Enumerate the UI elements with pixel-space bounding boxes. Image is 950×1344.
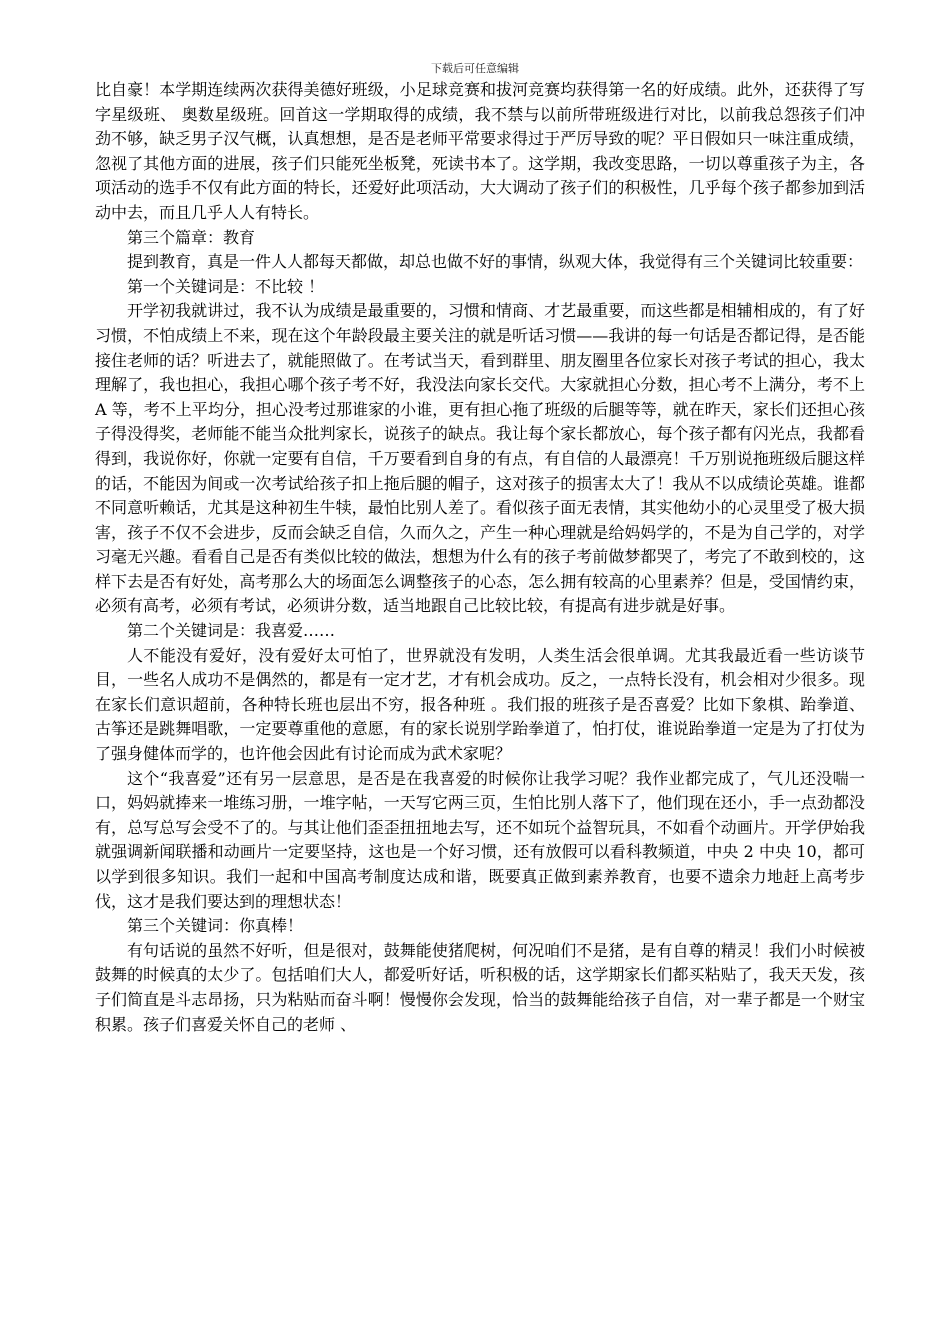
paragraph-keyword-2-b: 这个“我喜爱”还有另一层意思，是否是在我喜爱的时候你让我学习呢？我作业都完成了，气儿还没喘一口，妈妈就捧来一堆练习册，一堆字帖，一天写它两三页，生怕比别人落下了，他们现在还小，手一点劲都没有，总写总写会受不了的。与其让他们歪歪扭扭地去写，还不如玩个益智玩具，不如看个动画片。开学伊始我就强调新闻联播和动画片一定要坚持，这也是一个好习惯，还有放假可以看科教频道，中央 2 中央 10，都可以学到很多知识。我们一起和中国高考制度达成和谐，既要真正做到素养教育，也要不遗余力地赶上高考步伐，这才是我们要达到的理想状态！	[95, 768, 865, 911]
paragraph-intro: 比自豪！本学期连续两次获得美德好班级，小足球竞赛和拔河竞赛均获得第一名的好成绩。此外，还获得了写字星级班、 奥数星级班。回首这一学期取得的成绩，我不禁与以前所带班级进行对比，以前我总怨孩子们冲劲不够，缺乏男子汉气概，认真想想，是否是老师平常要求得过于严厉导致的呢？平日假如只一味注重成绩，忽视了其他方面的进展，孩子们只能死坐板凳，死读书本了。这学期，我改变思路，一切以尊重孩子为主，各项活动的选手不仅有此方面的特长，还爱好此项活动，大大调动了孩子们的积极性，几乎每个孩子都参加到活动中去，而且几乎人人有特长。	[95, 80, 865, 222]
paragraph-keyword-2-a: 人不能没有爱好，没有爱好太可怕了，世界就没有发明，人类生活会很单调。尤其我最近看一些访谈节目，一些名人成功不是偶然的，都是有一定才艺，才有机会成功。反之，一点特长没有，机会相对少很多。现在家长们意识超前，各种特长班也层出不穷，报各种班 。我们报的班孩子是否喜爱？比如下象棋、跆拳道、古筝还是跳舞唱歌，一定要尊重他的意愿，有的家长说别学跆拳道了，怕打仗，谁说跆拳道一定是为了打仗为了强身健体而学的，也许他会因此有讨论而成为武术家呢？	[95, 645, 865, 764]
paragraph-keyword-1: 开学初我就讲过，我不认为成绩是最重要的，习惯和情商、才艺最重要，而这些都是相辅相成的，有了好习惯，不怕成绩上不来，现在这个年龄段最主要关注的就是听话习惯——我讲的每一句话是否都记得，是否能接住老师的话？听进去了，就能照做了。在考试当天，看到群里、朋友圈里各位家长对孩子考试的担心，我太理解了，我也担心，我担心哪个孩子考不好，我没法向家长交代。大家就担心分数，担心考不上满分，考不上 A 等，考不上平均分，担心没考过那谁家的小谁，更有担心拖了班级的后腿等等，就在昨天，家长们还担心孩子得没得奖，老师能不能当众批判家长，说孩子的缺点。我让每个家长都放心，每个孩子都有闪光点，我都看得到，我说你好，你就一定要有自信，千万要看到自身的有点，有自信的人最漂亮！千万别说拖班级后腿这样的话，不能因为间或一次考试给孩子扣上拖后腿的帽子，这对孩子的损害太大了！我从不以成绩论英雄。谁都不同意听赖话，尤其是这种初生牛犊，最怕比别人差了。看似孩子面无表情，其实他幼小的心灵里受了极大损害，孩子不仅不会进步，反而会缺乏自信，久而久之，产生一种心理就是给妈妈学的，不是为自己学的，对学习毫无兴趣。看看自己是否有类似比较的做法，想想为什么有的孩子考前做梦都哭了，考完了不敢到校的，这样下去是否有好处，高考那么大的场面怎么调整孩子的心态，怎么拥有较高的心里素养？但是，受国情约束，必须有高考，必须有考试，必须讲分数，适当地跟自己比较比较，有提高有进步就是好事。	[95, 301, 865, 616]
document-body	[95, 78, 865, 1037]
page-header: 下载后可任意编辑	[431, 62, 519, 75]
paragraph-education-intro: 提到教育，真是一件人人都每天都做，却总也做不好的事情，纵观大体，我觉得有三个关键词比较重要：	[127, 252, 864, 272]
keyword-heading-1: 第一个关键词是：不比较 ！	[127, 276, 325, 296]
paragraph-keyword-3: 有句话说的虽然不好听，但是很对，鼓舞能使猪爬树，何况咱们不是猪，是有自尊的精灵！我们小时候被鼓舞的时候真的太少了。包括咱们大人，都爱听好话，听积极的话，这学期家长们都买粘贴了，我天天发，孩子们简直是斗志昂扬，只为粘贴而奋斗啊！慢慢你会发现，恰当的鼓舞能给孩子自信，对一辈子都是一个财宝积累。孩子们喜爱关怀自己的老师 、	[95, 940, 865, 1034]
keyword-heading-2: 第二个关键词是：我喜爱……	[127, 621, 336, 641]
section-heading-chapter-three: 第三个篇章：教育	[127, 227, 256, 247]
keyword-heading-3: 第三个关键词：你真棒！	[127, 916, 304, 936]
